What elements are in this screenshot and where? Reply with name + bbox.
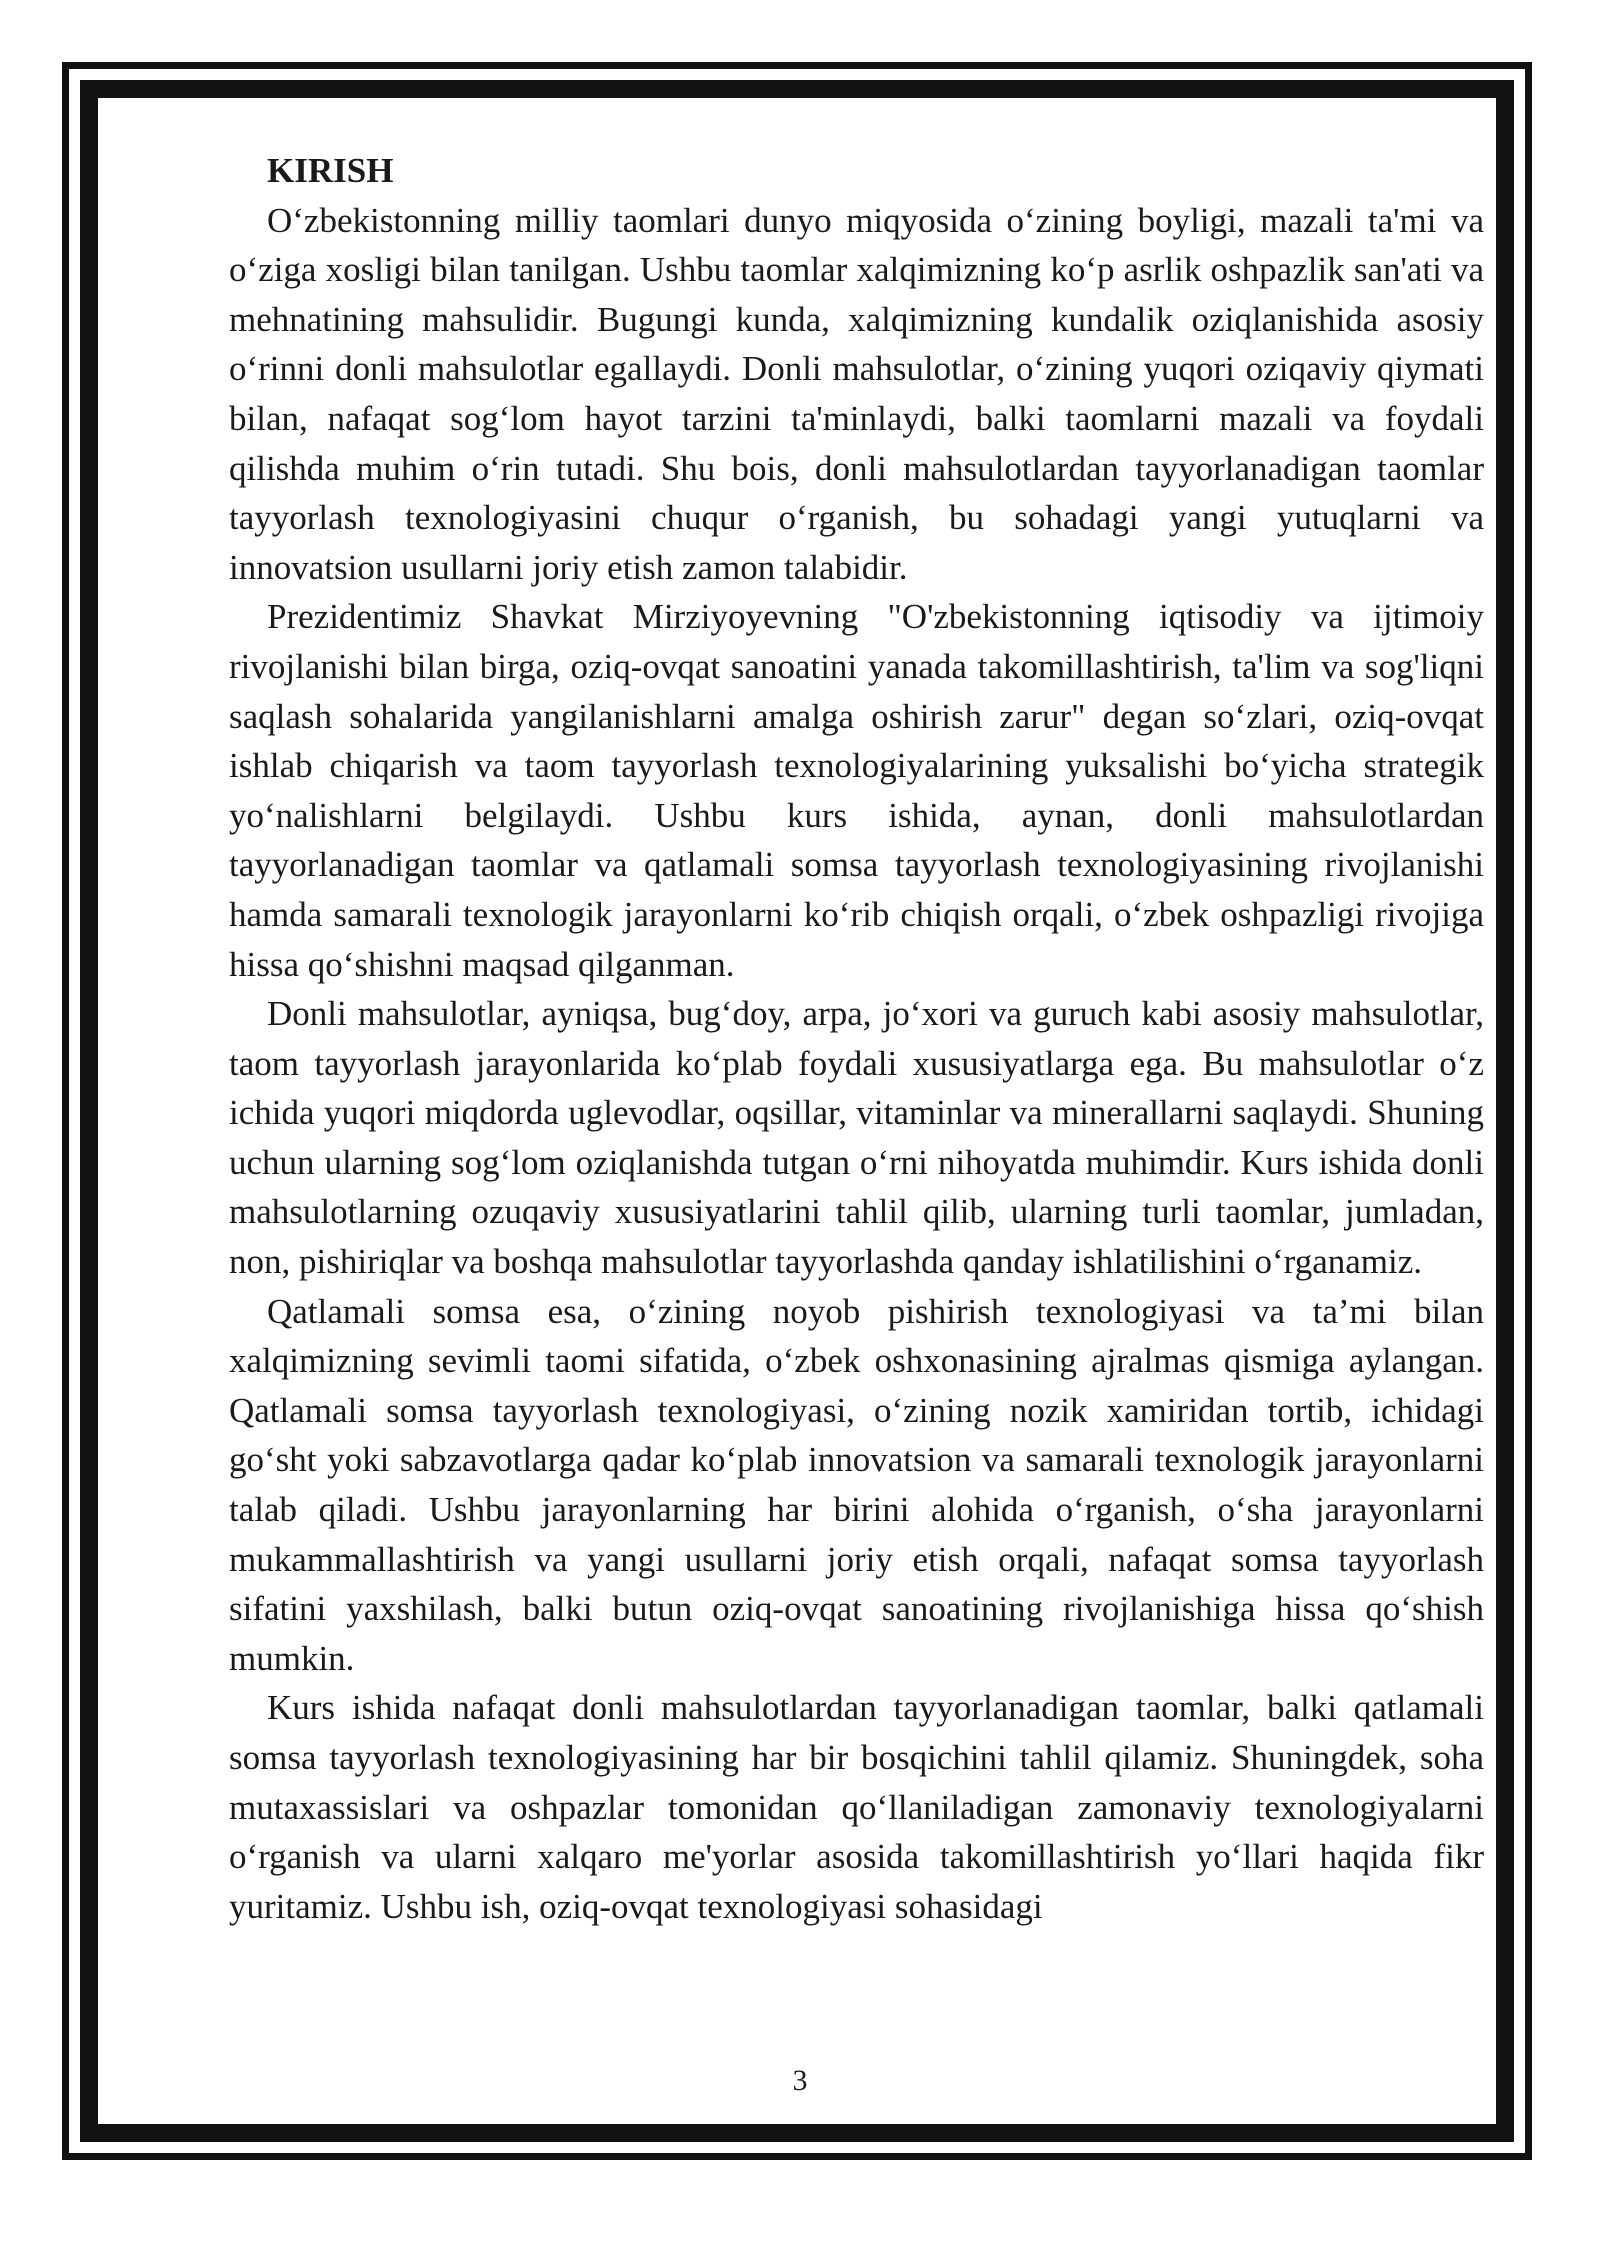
paragraph-course-work: Kurs ishida nafaqat donli mahsulotlardan tayyorlanadigan taomlar, balki qatlamali somsa tayyorlash texnologiyasining har bir bosqichini tahlil qilamiz. Shuningdek, soha mutaxassislari va oshpazlar tomonidan qo‘llaniladigan zamonaviy texnologiyalarni o‘rganish va ularni xalqaro me'yorlar asosida takomillashtirish yo‘llari haqida fikr yuritamiz. Ushbu ish, oziq-ovqat texnologiyasi sohasidagi [229, 1688, 1484, 1926]
paragraph-layered-somsa: Qatlamali somsa esa, o‘zining noyob pishirish texnologiyasi va ta’mi bilan xalqimizning sevimli taomi sifatida, o‘zbek oshxonasining ajralmas qismiga aylangan. Qatlamali somsa tayyorlash texnologiyasi, o‘zining nozik xamiridan tortib, ichidagi go‘sht yoki sabzavotlarga qadar ko‘plab innovatsion va samarali texnologik jarayonlarni talab qiladi. Ushbu jarayonlarning har birini alohida o‘rganish, o‘sha jarayonlarni mukammallashtirish va yangi usullarni joriy etish orqali, nafaqat somsa tayyorlash sifatini yaxshilash, balki butun oziq-ovqat sanoatining rivojlanishiga hissa qo‘shish mumkin. [229, 1291, 1484, 1678]
section-heading: KIRISH [267, 151, 394, 190]
paragraph-intro: O‘zbekistonning milliy taomlari dunyo miqyosida o‘zining boyligi, mazali ta'mi va o‘ziga xosligi bilan tanilgan. Ushbu taomlar xalqimizning ko‘p asrlik oshpazlik san'ati va mehnatining mahsulidir. Bugungi kunda, xalqimizning kundalik oziqlanishida asosiy o‘rinni donli mahsulotlar egallaydi. Donli mahsulotlar, o‘zining yuqori oziqaviy qiymati bilan, nafaqat sog‘lom hayot tarzini ta'minlaydi, balki taomlarni mazali va foydali qilishda muhim o‘rin tutadi. Shu bois, donli mahsulotlardan tayyorlanadigan taomlar tayyorlash texnologiyasini chuqur o‘rganish, bu sohadagi yangi yutuqlarni va innovatsion usullarni joriy etish zamon talabidir. [229, 200, 1484, 587]
document-body [229, 146, 1484, 1931]
paragraph-grain-products: Donli mahsulotlar, ayniqsa, bug‘doy, arpa, jo‘xori va guruch kabi asosiy mahsulotlar, taom tayyorlash jarayonlarida ko‘plab foydali xususiyatlarga ega. Bu mahsulotlar o‘z ichida yuqori miqdorda uglevodlar, oqsillar, vitaminlar va minerallarni saqlaydi. Shuning uchun ularning sog‘lom oziqlanishda tutgan o‘rni nihoyatda muhimdir. Kurs ishida donli mahsulotlarning ozuqaviy xususiyatlarini tahlil qilib, ularning turli taomlar, jumladan, non, pishiriqlar va boshqa mahsulotlar tayyorlashda qanday ishlatilishini o‘rganamiz. [229, 994, 1484, 1282]
page-number: 3 [792, 2064, 808, 2097]
paragraph-president-quote: Prezidentimiz Shavkat Mirziyoyevning "O'zbekistonning iqtisodiy va ijtimoiy rivojlanishi bilan birga, oziq-ovqat sanoatini yanada takomillashtirish, ta'lim va sog'liqni saqlash sohalarida yangilanishlarni amalga oshirish zarur" degan so‘zlari, oziq-ovqat ishlab chiqarish va taom tayyorlash texnologiyalarining yuksalishi bo‘yicha strategik yo‘nalishlarni belgilaydi. Ushbu kurs ishida, aynan, donli mahsulotlardan tayyorlanadigan taomlar va qatlamali somsa tayyorlash texnologiyasining rivojlanishi hamda samarali texnologik jarayonlarni ko‘rib chiqish orqali, o‘zbek oshpazligi rivojiga hissa qo‘shishni maqsad qilganman. [229, 597, 1484, 984]
